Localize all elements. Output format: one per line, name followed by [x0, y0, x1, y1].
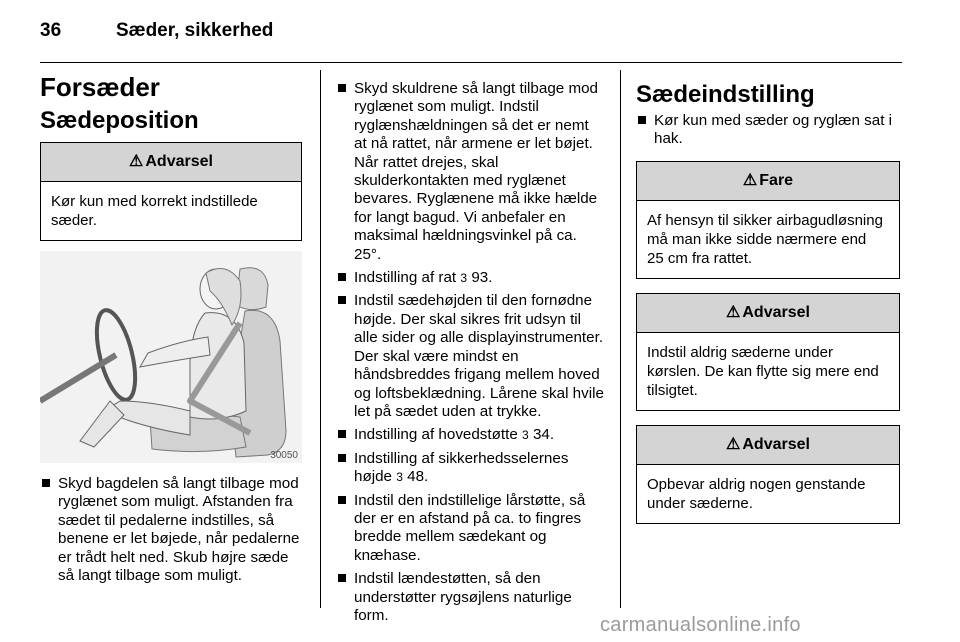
bullet-square	[338, 454, 346, 462]
warning-box-title: Advarsel	[742, 303, 810, 321]
warning-box-text: Opbevar aldrig nogen genstande under sæderne.	[647, 475, 866, 512]
warning-box	[636, 293, 900, 411]
list-item-text: Indstilling af sikkerhedsselernes højde	[354, 449, 569, 486]
list-item	[336, 269, 604, 287]
warning-box	[636, 425, 900, 524]
page-reference-link[interactable]: 34.	[532, 426, 555, 444]
list-item	[636, 112, 900, 149]
list-item-text: Skyd bagdelen så langt tilbage mod ryglænet som muligt. Afstanden fra sædet til pedalerne indstilles, så benene er let bøjede, når pedalerne er trådt helt ned. Skub højre sæde så langt tilbage som muligt.	[58, 475, 300, 585]
list-item-text: Indstilling af rat	[354, 269, 457, 287]
page-reference-link[interactable]: 48.	[407, 468, 429, 486]
page-reference-link[interactable]: 93.	[471, 269, 493, 287]
warning-icon: ⚠	[742, 171, 758, 189]
subsection-heading: Sædeposition	[40, 107, 199, 134]
list-item	[336, 450, 604, 487]
watermark: carmanualsonline.info	[600, 614, 801, 636]
warning-box-header	[637, 426, 899, 465]
column-divider-2	[620, 70, 621, 608]
bullet-list	[636, 112, 900, 149]
page-number: 36	[40, 20, 62, 41]
list-item-text: Skyd skuldrene så langt tilbage mod ryglænet som muligt. Indstil ryglænshældningen så det er nemt at nå rattet, når armene er let bøjet. Når rattet drejes, skal skulderkontakten med ryglænet bevares. Ryglænene må ikke hælde for langt bagud. Vi anbefaler en maksimal hældningsvinkel på ca. 25°.	[354, 80, 598, 263]
list-item	[336, 426, 604, 444]
reference-arrow-icon: 3	[522, 428, 529, 443]
column-divider-1	[320, 70, 321, 608]
list-item	[336, 570, 604, 625]
bullet-list	[40, 475, 302, 585]
warning-box	[40, 142, 302, 241]
warning-box-header	[41, 143, 301, 182]
bullet-square	[338, 84, 346, 92]
header-rule	[40, 62, 902, 63]
bullet-square	[338, 430, 346, 438]
danger-box	[636, 161, 900, 279]
seating-position-illustration	[40, 251, 302, 463]
column-2	[336, 80, 604, 630]
column-3	[636, 78, 900, 524]
bullet-square	[338, 574, 346, 582]
list-item-text: Kør kun med sæder og ryglæn sat i hak.	[654, 112, 893, 148]
danger-box-header	[637, 162, 899, 201]
driver-seat-drawing	[40, 251, 302, 463]
danger-box-title: Fare	[759, 171, 794, 189]
list-item-text: Indstil den indstillelige lårstøtte, så der er en afstand på ca. to fingres bredde mellem sædekant og knæhase.	[354, 491, 586, 564]
warning-icon: ⚠	[726, 435, 741, 453]
column-1	[40, 70, 302, 590]
list-item	[336, 292, 604, 421]
bullet-square	[338, 273, 346, 281]
warning-box-title: Advarsel	[145, 153, 213, 170]
bullet-square	[638, 116, 646, 124]
list-item-text: Indstilling af hovedstøtte	[354, 426, 518, 444]
section-heading: Sædeindstilling	[636, 81, 815, 108]
list-item-text: Indstil sædehøjden til den fornødne højde. Der skal sikres frit udsyn til alle sider og alle displayinstrumenter. Der skal være mindst en håndsbreddes frigang mellem hoved og loftsbeklædning. Lårene skal hvile let på sædet uden at trykke.	[354, 292, 604, 420]
warning-box-text: Indstil aldrig sæderne under kørslen. De kan flytte sig mere end tilsigtet.	[647, 343, 879, 399]
bullet-list	[336, 80, 604, 625]
page-section-title: Sæder, sikkerhed	[116, 20, 274, 41]
danger-box-text: Af hensyn til sikker airbagudløsning må man ikke sidde nærmere end 25 cm fra rattet.	[647, 211, 883, 267]
list-item	[336, 80, 604, 264]
figure-number: 30050	[270, 450, 298, 461]
warning-icon: ⚠	[726, 303, 741, 321]
section-heading: Forsæder	[40, 72, 160, 102]
list-item	[336, 492, 604, 566]
reference-arrow-icon: 3	[460, 271, 468, 286]
list-item-text: Indstil lændestøtten, så den understøtter rygsøjlens naturlige form.	[354, 570, 572, 624]
warning-box-title: Advarsel	[742, 435, 810, 453]
warning-box-text: Kør kun med korrekt indstillede sæder.	[51, 193, 258, 229]
bullet-square	[338, 296, 346, 304]
bullet-square	[338, 496, 346, 504]
warning-icon: ⚠	[129, 153, 144, 170]
warning-box-header	[637, 294, 899, 333]
bullet-square	[42, 479, 50, 487]
list-item	[40, 475, 302, 585]
reference-arrow-icon: 3	[396, 470, 403, 485]
